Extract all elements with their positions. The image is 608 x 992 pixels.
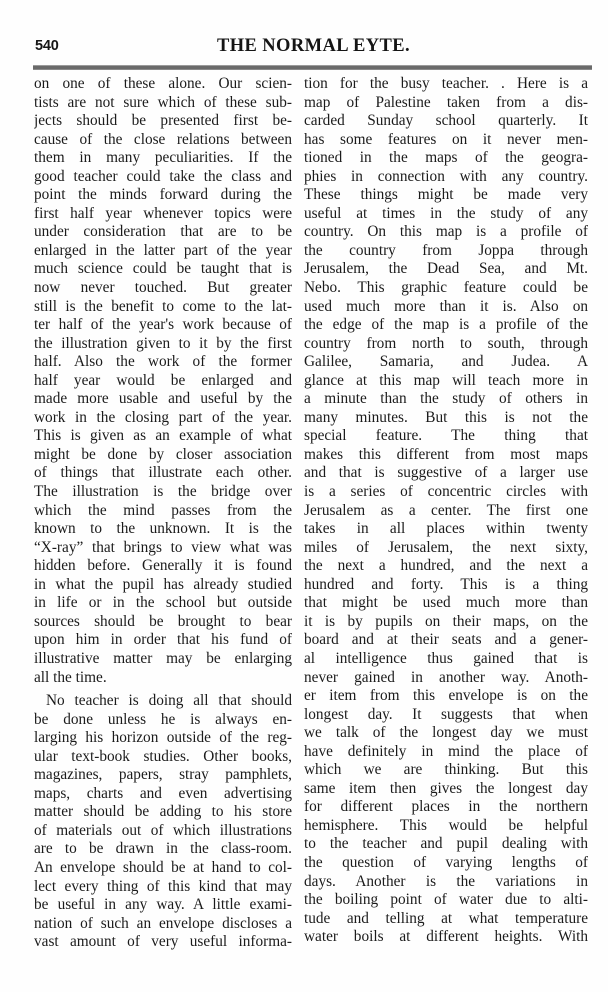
text-line: made more usable and useful by the [34, 390, 292, 408]
text-line: which the mind passes from the [34, 501, 292, 519]
text-line: good teacher could take the class and [34, 167, 292, 185]
text-line: in what the pupil has already studied [34, 575, 292, 593]
text-line: have definitely in mind the place of [304, 742, 588, 760]
text-line: No teacher is doing all that should [46, 692, 292, 710]
text-line: much science could be taught that is [34, 260, 292, 278]
text-line: “X-ray” that brings to view what was [34, 538, 292, 556]
text-line: and that is suggestive of a larger use [304, 464, 588, 482]
text-line: country. On this map is a profile of [304, 223, 588, 241]
text-line: that might be used much more than [304, 594, 588, 612]
text-line: be done unless he is always en- [34, 710, 292, 728]
text-line: er item from this envelope is on the [304, 687, 588, 705]
text-line: The illustration is the bridge over [34, 483, 292, 501]
text-line: This is given as an example of what [34, 427, 292, 445]
text-line: tists are not sure which of these sub- [34, 93, 292, 111]
text-line: Jerusalem, the Dead Sea, and Mt. [304, 260, 588, 278]
text-line: tion for the busy teacher. . Here is a [304, 75, 588, 92]
text-line: special feature. The thing that [304, 427, 588, 445]
text-line: ter half of the year's work because of [34, 316, 292, 334]
paragraph [34, 75, 292, 687]
text-line: which we are thinking. But this [304, 761, 588, 779]
text-line: now never touched. But greater [34, 279, 292, 297]
text-line: first half year whenever topics were [34, 204, 292, 222]
text-line: same item then gives the longest day [304, 779, 588, 797]
text-line: we talk of the longest day we must [304, 724, 588, 742]
text-line: the question of varying lengths of [304, 853, 588, 871]
text-line: miles of Jerusalem, the next sixty, [304, 538, 588, 556]
text-line: known to the unknown. It is the [34, 520, 292, 538]
text-line: of things that illustrate each other. [34, 464, 292, 482]
text-line: for different places in the northern [304, 798, 588, 816]
text-line: Nebo. This graphic feature could be [304, 279, 588, 297]
paragraph [304, 75, 588, 947]
text-line: country from north to south, through [304, 334, 588, 352]
right-text-column [304, 75, 588, 947]
text-line: An envelope should be at hand to col- [34, 858, 292, 876]
text-line: ular text-book studies. Other books, [34, 747, 292, 765]
text-line: the illustration given to it by the first [34, 334, 292, 352]
text-line: takes in all places within twenty [304, 520, 588, 538]
text-line: half. Also the work of the former [34, 353, 292, 371]
text-line: under consideration that are to be [34, 223, 292, 241]
header-rule-divider [33, 65, 592, 70]
text-line: many minutes. But this is not the [304, 408, 588, 426]
text-line: glance at this map will teach more in [304, 371, 588, 389]
text-line: longest day. It suggests that when [304, 705, 588, 723]
text-line: jects should be presented first be- [34, 112, 292, 130]
text-line: larging his horizon outside of the reg- [34, 729, 292, 747]
text-line: the country from Joppa through [304, 241, 588, 259]
text-line: to the teacher and pupil dealing with [304, 835, 588, 853]
text-line: board and at their seats and a gener- [304, 631, 588, 649]
text-line: tioned in the maps of the geogra- [304, 149, 588, 167]
text-line: hemisphere. This would be helpful [304, 816, 588, 834]
text-line: lect every thing of this kind that may [34, 877, 292, 895]
text-line: hidden before. Generally it is found [34, 557, 292, 575]
paragraph [34, 692, 292, 952]
text-line: makes this different from most maps [304, 445, 588, 463]
text-line: days. Another is the variations in [304, 872, 588, 890]
text-line: Jerusalem as a center. The first one [304, 501, 588, 519]
text-line: the boiling point of water due to alti- [304, 891, 588, 909]
text-line: in life or in the school but outside [34, 594, 292, 612]
text-line: useful at times in the study of any [304, 204, 588, 222]
text-line: illustrative matter may be enlarging [34, 649, 292, 667]
text-line: be useful in any way. A little exami- [34, 896, 292, 914]
text-line: half year would be enlarged and [34, 371, 292, 389]
text-line: maps, charts and even advertising [34, 784, 292, 802]
text-line: cause of the close relations between [34, 130, 292, 148]
text-line: sources should be brought to bear [34, 612, 292, 630]
text-line: might be done by closer association [34, 445, 292, 463]
text-line: map of Palestine taken from a dis- [304, 93, 588, 111]
text-line: is a series of concentric circles with [304, 483, 588, 501]
text-line: it is by pupils on their maps, on the [304, 612, 588, 630]
text-line: These things might be made very [304, 186, 588, 204]
text-line: them in many peculiarities. If the [34, 149, 292, 167]
text-line: are to be drawn in the class-room. [34, 840, 292, 858]
text-line: magazines, papers, stray pamphlets, [34, 766, 292, 784]
text-line: all the time. [34, 668, 107, 686]
text-line: the edge of the map is a profile of the [304, 316, 588, 334]
text-line: on one of these alone. Our scien- [34, 75, 292, 92]
text-line: has some features on it never men- [304, 130, 588, 148]
text-line: enlarged in the latter part of the year [34, 241, 292, 259]
text-line: carded Sunday school quarterly. It [304, 112, 588, 130]
text-line: hundred and forty. This is a thing [304, 575, 588, 593]
left-text-column [34, 75, 292, 952]
journal-title: THE NORMAL EYTE. [217, 36, 410, 56]
text-line: point the minds forward during the [34, 186, 292, 204]
text-line: used much more than it is. Also on [304, 297, 588, 315]
text-line: never gained in another way. Anoth- [304, 668, 588, 686]
text-line: still is the benefit to come to the lat- [34, 297, 292, 315]
text-line: matter should be adding to his store [34, 803, 292, 821]
text-line: phies in connection with any country. [304, 167, 588, 185]
text-line: a minute than the study of others in [304, 390, 588, 408]
page-number: 540 [35, 38, 59, 54]
text-line: vast amount of very useful informa- [34, 933, 292, 951]
text-line: water boils at different heights. With [304, 928, 588, 946]
text-line: nation of such an envelope discloses a [34, 914, 292, 932]
text-line: upon him in order that his fund of [34, 631, 292, 649]
text-line: of materials out of which illustrations [34, 821, 292, 839]
text-line: Galilee, Samaria, and Judea. A [304, 353, 588, 371]
text-line: tude and telling at what temperature [304, 909, 588, 927]
text-line: work in the closing part of the year. [34, 408, 292, 426]
text-line: al intelligence thus gained that is [304, 649, 588, 667]
text-line: the next a hundred, and the next a [304, 557, 588, 575]
running-head [35, 36, 592, 58]
